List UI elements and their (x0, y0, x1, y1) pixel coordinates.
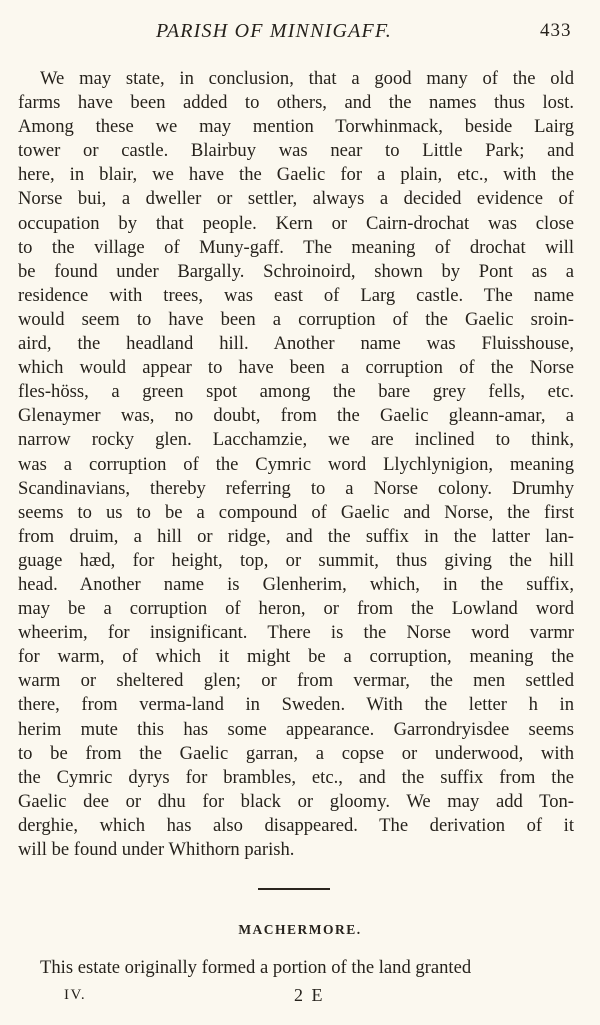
text-line: aird, the headland hill. Another name was Fluisshouse, (18, 333, 574, 355)
text-line: We may state, in conclusion, that a good many of the old (40, 68, 574, 89)
text-line: residence with trees, was east of Larg castle. The name (18, 284, 574, 306)
text-line: from druim, a hill or ridge, and the suffix in the latter lan- (18, 525, 574, 547)
text-line: head. Another name is Glenherim, which, in the suffix, (18, 573, 574, 595)
text-line: which would appear to have been a corruption of the Norse (18, 357, 574, 379)
page-footer (0, 985, 600, 1009)
text-line: the Cymric dyrys for brambles, etc., and the suffix from the (18, 766, 574, 788)
text-line: tower or castle. Blairbuy was near to Little Park; and (18, 140, 574, 162)
text-line: fles-höss, a green spot among the bare grey fells, etc. (18, 381, 574, 403)
text-line: would seem to have been a corruption of the Gaelic sroin- (18, 308, 574, 330)
text-line: guage hæd, for height, top, or summit, thus giving the hill (18, 549, 574, 571)
text-line: Scandinavians, thereby referring to a Norse colony. Drumhy (18, 477, 574, 499)
text-line: narrow rocky glen. Lacchamzie, we are inclined to think, (18, 429, 574, 451)
running-title: PARISH OF MINNIGAFF. (156, 20, 393, 42)
text-line: derghie, which has also disappeared. The derivation of it (18, 814, 574, 836)
text-line: there, from verma-land in Sweden. With the letter h in (18, 694, 574, 716)
text-line: herim mute this has some appearance. Garrondryisdee seems (18, 718, 574, 740)
paragraph-machermore (18, 956, 574, 980)
text-line: Glenaymer was, no doubt, from the Gaelic gleann-amar, a (18, 405, 574, 427)
text-line: Norse bui, a dweller or settler, always a decided evidence of (18, 188, 574, 210)
text-line: occupation by that people. Kern or Cairn-drochat was close (18, 212, 574, 234)
text-line: Among these we may mention Torwhinmack, beside Lairg (18, 116, 574, 138)
page-number: 433 (540, 20, 572, 41)
section-heading: MACHERMORE. (238, 922, 362, 937)
text-line: be found under Bargally. Schroinoird, shown by Pont as a (18, 260, 574, 282)
gathering-mark: 2 E (294, 985, 325, 1005)
volume-signature-mark: IV. (64, 987, 87, 1003)
text-line: was a corruption of the Cymric word Llychlynigion, meaning (18, 453, 574, 475)
text-line: to the village of Muny-gaff. The meaning of drochat will (18, 236, 574, 258)
text-line: farms have been added to others, and the names thus lost. (18, 92, 574, 114)
text-line: This estate originally formed a portion of the land granted (40, 957, 472, 978)
text-line: wheerim, for insignificant. There is the Norse word varmr (18, 622, 574, 644)
text-line: may be a corruption of heron, or from the Lowland word (18, 598, 574, 620)
text-line: Gaelic dee or dhu for black or gloomy. We may add Ton- (18, 790, 574, 812)
running-head (0, 18, 600, 48)
paragraph-conclusion (18, 67, 574, 862)
text-line: for warm, of which it might be a corruption, meaning the (18, 646, 574, 668)
text-line: seems to us to be a compound of Gaelic and Norse, the first (18, 501, 574, 523)
text-line: will be found under Whithorn parish. (18, 839, 295, 860)
text-line: warm or sheltered glen; or from vermar, the men settled (18, 670, 574, 692)
text-line: here, in blair, we have the Gaelic for a plain, etc., with the (18, 164, 574, 186)
text-line: to be from the Gaelic garran, a copse or underwood, with (18, 742, 574, 764)
section-divider-rule (258, 888, 330, 890)
